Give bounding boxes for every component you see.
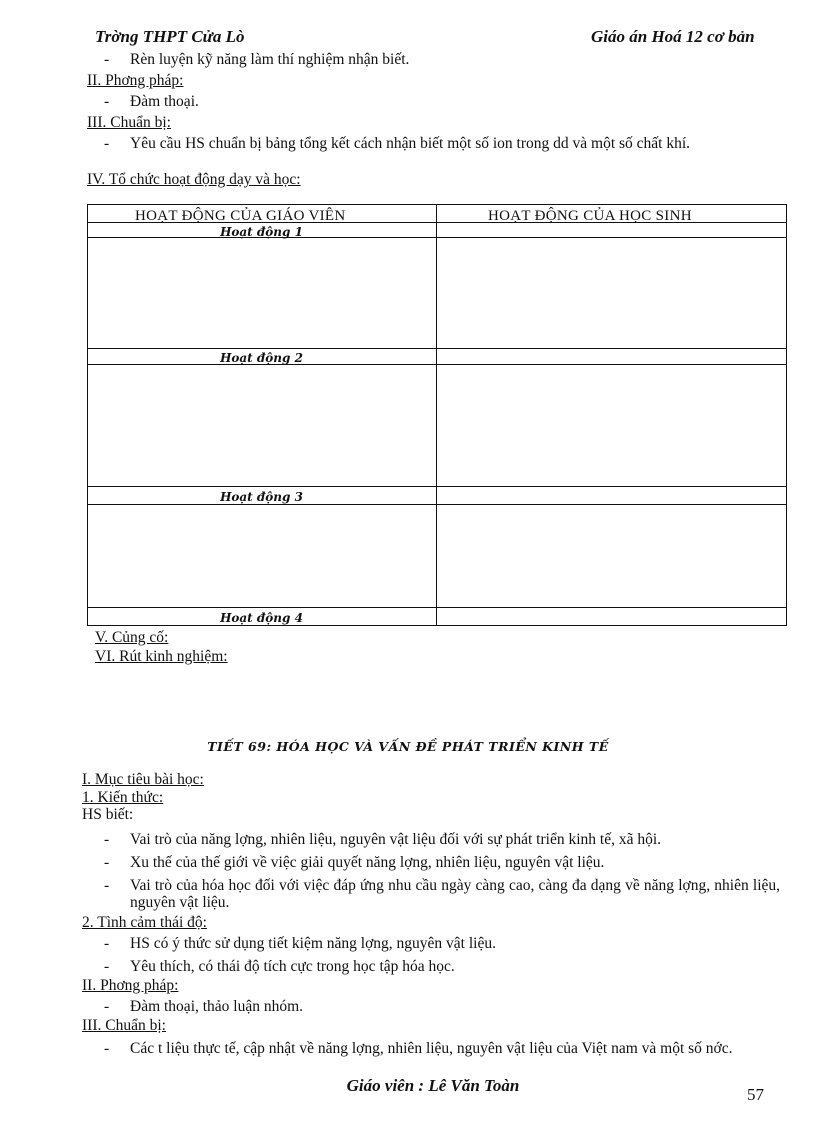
knowledge-heading: 1. Kiến thức: xyxy=(82,789,164,806)
prep-item-2: Các t liệu thực tế, cập nhật về năng lợng, nhiên liệu, nguyên vật liệu của Việt nam và một số nớc. xyxy=(130,1040,733,1057)
activity-label-2: Hoạt động 2 xyxy=(220,351,303,365)
bullet-dash: - xyxy=(104,51,110,68)
prep-heading: III. Chuẩn bị: xyxy=(87,114,171,131)
org-heading: IV. Tổ chức hoạt động dạy và học: xyxy=(87,171,301,188)
knowledge-item-2: Xu thế của thế giới về việc giải quyết năng lợng, nhiên liệu, nguyên vật liệu. xyxy=(130,854,605,871)
attitude-item-1: HS có ý thức sử dụng tiết kiệm năng lợng, nguyên vật liệu. xyxy=(130,935,496,952)
header-subject: Giáo án Hoá 12 cơ bản xyxy=(591,27,755,46)
prep-item: Yêu cầu HS chuẩn bị bảng tổng kết cách nhận biết một số ion trong dd và một số chất khí. xyxy=(130,135,691,152)
col-student-header: HOẠT ĐỘNG CỦA HỌC SINH xyxy=(488,208,692,224)
objectives-heading: I. Mục tiêu bài học: xyxy=(82,771,204,788)
knowledge-item-1: Vai trò của năng lợng, nhiên liệu, nguyên vật liệu đối với sự phát triển kinh tế, xã hội. xyxy=(130,831,662,848)
activity-label-3: Hoạt động 3 xyxy=(220,490,303,504)
method-item-2: Đàm thoại, thảo luận nhóm. xyxy=(130,998,304,1015)
method-item: Đàm thoại. xyxy=(130,93,199,110)
prep-heading-2: III. Chuẩn bị: xyxy=(82,1017,166,1034)
header-school: Trờng THPT Cửa Lò xyxy=(95,27,245,46)
hs-know-label: HS biết: xyxy=(82,806,134,823)
activity-label-1: Hoạt động 1 xyxy=(220,225,303,239)
knowledge-item-3: Vai trò của hóa học đối với việc đáp ứng nhu cầu ngày càng cao, càng đa dạng về năng lợng, nhiên liệu, nguyên vật liệu. xyxy=(130,877,780,911)
experience-heading: VI. Rút kinh nghiệm: xyxy=(95,648,228,665)
method-heading-2: II. Phơng pháp: xyxy=(82,977,179,994)
lesson-title: TIẾT 69: HÓA HỌC VÀ VẤN ĐỀ PHÁT TRIỂN KINH TẾ xyxy=(207,739,609,754)
col-teacher-header: HOẠT ĐỘNG CỦA GIÁO VIÊN xyxy=(135,208,346,224)
activity-label-4: Hoạt động 4 xyxy=(220,611,303,625)
page-number: 57 xyxy=(747,1085,764,1104)
method-heading: II. Phơng pháp: xyxy=(87,72,184,89)
footer-teacher: Giáo viên : Lê Văn Toàn xyxy=(346,1076,520,1095)
attitude-heading: 2. Tình cảm thái độ: xyxy=(82,914,207,931)
attitude-item-2: Yêu thích, có thái độ tích cực trong học tập hóa học. xyxy=(130,958,455,975)
bullet-skill: Rèn luyện kỹ năng làm thí nghiệm nhận biết. xyxy=(130,51,410,68)
activity-table xyxy=(87,204,787,626)
consolidate-heading: V. Củng cố: xyxy=(95,629,169,646)
